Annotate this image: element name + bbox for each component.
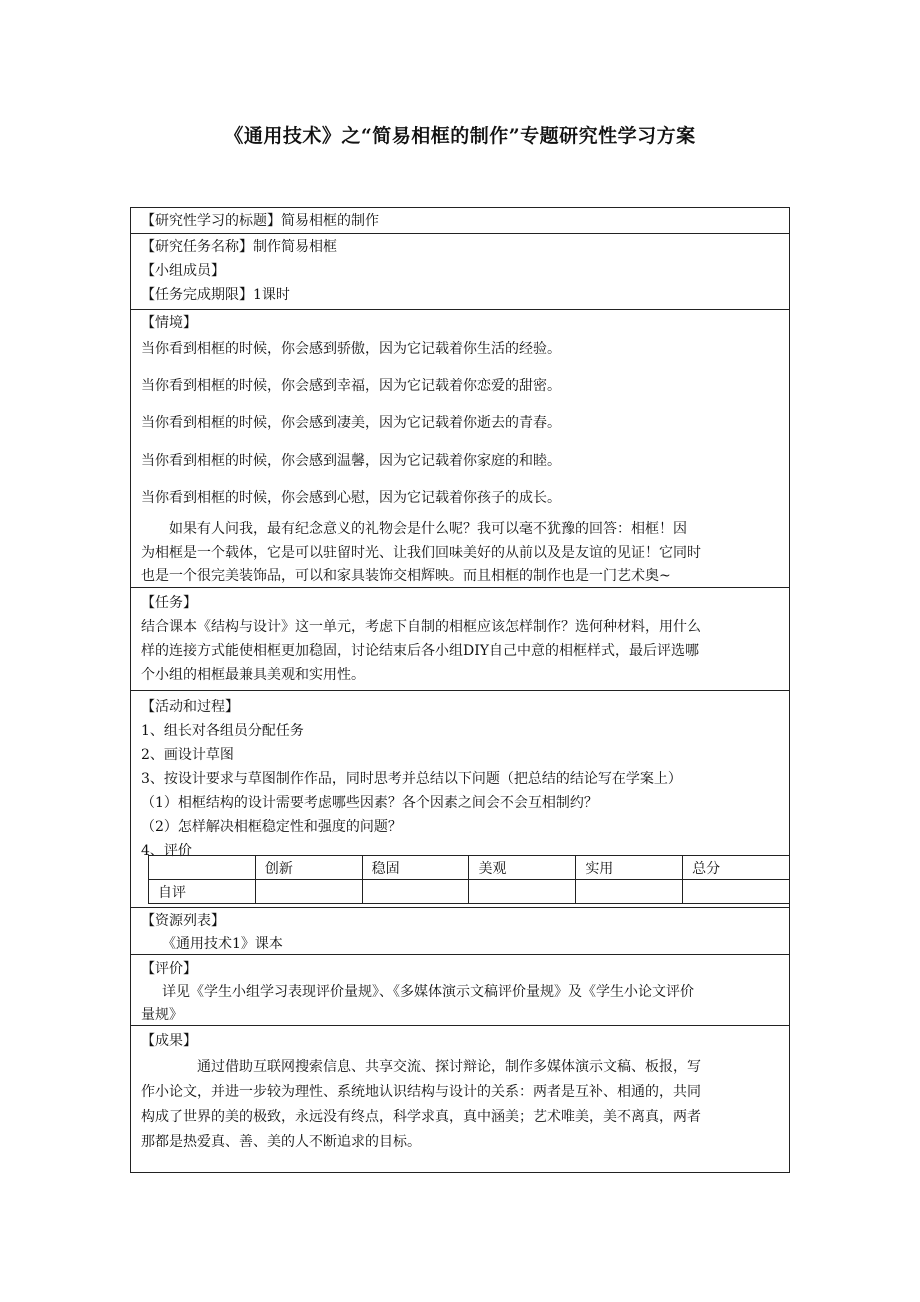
info-block xyxy=(131,233,789,309)
topic-row xyxy=(131,208,789,233)
evaluation-line: 量规》 xyxy=(141,1007,183,1023)
task-name-text: 【研究任务名称】制作简易相框 xyxy=(141,239,337,255)
table-header-cell: 总分 xyxy=(683,856,790,880)
results-heading: 【成果】 xyxy=(141,1033,197,1049)
evaluation-heading: 【评价】 xyxy=(141,961,197,977)
table-cell xyxy=(362,880,469,904)
situation-line: 当你看到相框的时候，你会感到骄傲，因为它记载着你生活的经验。 xyxy=(141,341,561,357)
activity-question: （2）怎样解决相框稳定性和强度的问题？ xyxy=(141,819,402,835)
table-header-cell: 创新 xyxy=(255,856,362,880)
table-header-cell: 稳固 xyxy=(362,856,469,880)
table-header-row xyxy=(149,856,790,880)
activity-question: （1）相框结构的设计需要考虑哪些因素？各个因素之间会不会互相制约？ xyxy=(141,795,598,811)
situation-paragraph-line: 为相框是一个载体，它是可以驻留时光、让我们回味美好的从前以及是友谊的见证！它同时 xyxy=(141,545,701,561)
table-cell xyxy=(255,880,362,904)
results-section xyxy=(131,1025,789,1173)
situation-line: 当你看到相框的时候，你会感到温馨，因为它记载着你家庭的和睦。 xyxy=(141,453,561,469)
table-row xyxy=(149,880,790,904)
situation-paragraph-line: 也是一个很完美装饰品，可以和家具装饰交相辉映。而且相框的制作也是一门艺术奥~ xyxy=(141,568,671,584)
results-line: 构成了世界的美的极致，永远没有终点，科学求真，真中涵美；艺术唯美，美不离真，两者 xyxy=(141,1109,701,1125)
situation-paragraph-line: 如果有人问我，最有纪念意义的礼物会是什么呢？我可以毫不犹豫的回答：相框！因 xyxy=(169,521,687,537)
activity-step: 2、画设计草图 xyxy=(141,747,234,763)
task-heading: 【任务】 xyxy=(141,595,197,611)
resources-section xyxy=(131,907,789,954)
table-cell xyxy=(576,880,683,904)
task-section xyxy=(131,587,789,690)
evaluation-table xyxy=(148,855,790,904)
situation-line: 当你看到相框的时候，你会感到凄美，因为它记载着你逝去的青春。 xyxy=(141,415,561,431)
evaluation-section xyxy=(131,954,789,1025)
plan-table xyxy=(130,207,790,1173)
evaluation-line: 详见《学生小组学习表现评价量规》、《多媒体演示文稿评价量规》及《学生小论文评价 xyxy=(162,984,694,1000)
table-cell: 自评 xyxy=(149,880,256,904)
task-line: 结合课本《结构与设计》这一单元，考虑下自制的相框应该怎样制作？选何种材料，用什么 xyxy=(141,619,701,635)
results-line: 那都是热爱真、善、美的人不断追求的目标。 xyxy=(141,1134,421,1150)
table-cell xyxy=(469,880,576,904)
task-line: 样的连接方式能使相框更加稳固，讨论结束后各小组DIY自己中意的相框样式，最后评选哪 xyxy=(141,643,699,659)
deadline-text: 【任务完成期限】1课时 xyxy=(141,287,290,303)
situation-section xyxy=(131,309,789,587)
topic-text: 【研究性学习的标题】简易相框的制作 xyxy=(141,213,379,229)
activity-step: 3、按设计要求与草图制作作品，同时思考并总结以下问题（把总结的结论写在学案上） xyxy=(141,771,682,787)
situation-line: 当你看到相框的时候，你会感到心慰，因为它记载着你孩子的成长。 xyxy=(141,490,561,506)
table-header-cell xyxy=(149,856,256,880)
page-title: 《通用技术》之“简易相框的制作”专题研究性学习方案 xyxy=(224,125,696,147)
activity-step: 4、评价 xyxy=(141,843,192,859)
table-header-cell: 实用 xyxy=(576,856,683,880)
members-text: 【小组成员】 xyxy=(141,263,225,279)
situation-heading: 【情境】 xyxy=(141,315,197,331)
activity-step: 1、组长对各组员分配任务 xyxy=(141,723,304,739)
situation-line: 当你看到相框的时候，你会感到幸福，因为它记载着你恋爱的甜密。 xyxy=(141,378,561,394)
results-line: 通过借助互联网搜索信息、共享交流、探讨辩论，制作多媒体演示文稿、板报，写 xyxy=(197,1059,701,1075)
results-line: 作小论文，并进一步较为理性、系统地认识结构与设计的关系：两者是互补、相通的，共同 xyxy=(141,1084,701,1100)
table-cell xyxy=(683,880,790,904)
activities-heading: 【活动和过程】 xyxy=(141,699,239,715)
resource-item: 《通用技术1》课本 xyxy=(162,936,283,952)
resources-heading: 【资源列表】 xyxy=(141,913,225,929)
table-header-cell: 美观 xyxy=(469,856,576,880)
task-line: 个小组的相框最兼具美观和实用性。 xyxy=(141,667,365,683)
